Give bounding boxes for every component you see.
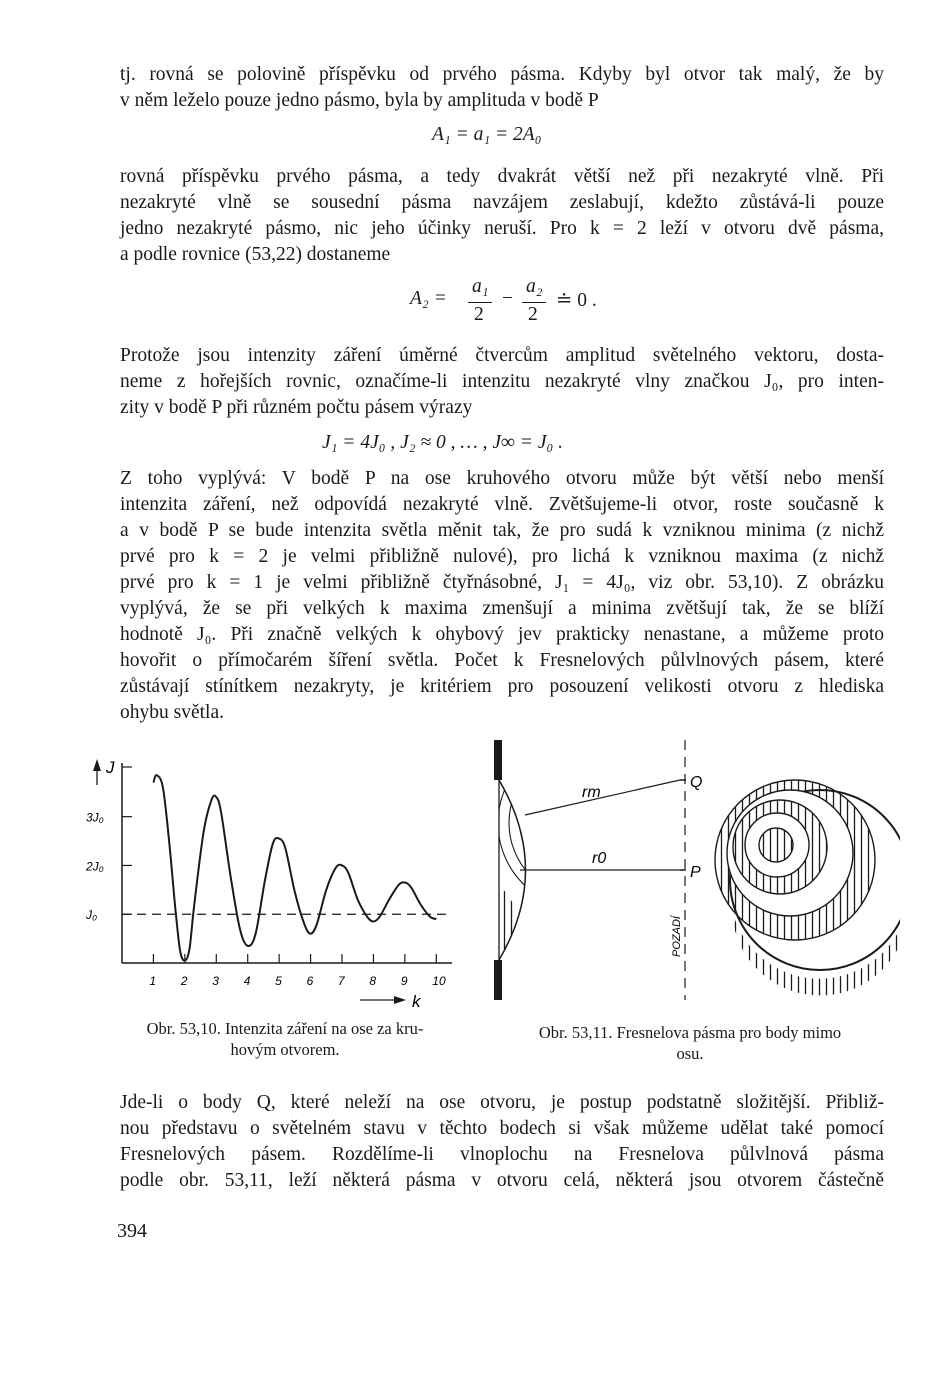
x-axis-label: k (412, 992, 421, 1010)
screen-upper (494, 740, 502, 780)
zone-arcs (489, 735, 679, 960)
eq2-rhs: ≐ 0 . (556, 290, 597, 311)
label-pozadi: POZADÍ (671, 916, 683, 957)
caption-fig-53-11 (490, 1022, 890, 1064)
x-tick-label: 1 (149, 974, 157, 988)
text-line: v něm leželo pouze jedno pásmo, byla by amplituda v bodě P (120, 90, 599, 111)
text-line: nezakryté vlně se sousední pásma navzájem zeslabují, kdežto zůstává-li pouze (120, 192, 884, 213)
intensity-curve (153, 775, 436, 961)
paragraph-1 (120, 62, 884, 114)
eq2-fraction-bar-2 (522, 302, 546, 303)
text-line: zůstávají stínítkem nezakryty, je kritériem pro posouzení velikosti otvoru z hlediska (120, 676, 884, 697)
x-tick-label: 6 (306, 974, 314, 988)
text-line: hodnotě J₀. Při značně velkých k ohybový jev prakticky nenastane, a můžeme proto (120, 624, 884, 645)
text-line: jedno nezakryté pásmo, nic jeho účinky neruší. Pro k = 2 leží v otvoru dvě pásma, (120, 218, 884, 239)
caption-line: osu. (676, 1044, 704, 1063)
page-number: 394 (117, 1220, 147, 1242)
y-tick-label: J₀ (86, 908, 98, 923)
text-line: Fresnelových pásem. Rozdělíme-li vlnoplochu na Fresnelova půlvlnová pásma (120, 1144, 884, 1165)
y-axis-label: J (106, 758, 115, 777)
y-tick-label: 3J₀ (86, 810, 104, 825)
x-tick-label: 9 (400, 974, 408, 988)
caption-line: Obr. 53,11. Fresnelova pásma pro body mimo (538, 1023, 842, 1042)
x-tick-label: 2 (180, 974, 188, 988)
caption-fig-53-10 (110, 1018, 460, 1060)
text-line: neme z hořejších rovnic, označíme-li intenzitu nezakryté vlny značkou J₀, pro inten- (120, 371, 884, 392)
paragraph-3 (120, 343, 884, 421)
paragraph-5 (120, 1090, 884, 1194)
x-ticks (149, 954, 446, 988)
text-line: a podle rovnice (53,22) dostaneme (120, 244, 391, 265)
eq2-minus: − (502, 288, 513, 309)
text-line: Jde-li o body Q, které neleží na ose otvoru, je postup podstatně složitější. Přibliž- (120, 1092, 884, 1113)
label-q: Q (690, 774, 703, 791)
text-line: ohybu světla. (120, 702, 224, 723)
text-line: a v bodě P se bude intenzita světla měnit tak, že pro sudá k vzniknou minima (z nichž (120, 520, 884, 541)
y-ticks (85, 767, 132, 922)
equation-3: J₁ = 4J₀ , J₂ ≈ 0 , … , J∞ = J₀ . (322, 432, 564, 453)
text-line: Z toho vyplývá: V bodě P na ose kruhového otvoru může být větší nebo menší (120, 468, 884, 489)
x-tick-label: 8 (369, 974, 377, 988)
paragraph-4 (120, 466, 884, 726)
eq2-den1: 2 (474, 304, 484, 325)
text-line: intenzita záření, než odpovídá nezakryté vlně. Zvětšujeme-li otvor, roste současně k (120, 494, 884, 515)
y-tick-label: 2J₀ (86, 859, 104, 874)
caption-line: hovým otvorem. (230, 1040, 340, 1059)
equation-2 (410, 276, 610, 332)
text-line: prvé pro k = 1 je velmi přibližně čtyřnásobné, J₁ = 4J₀, viz obr. 53,10). Z obrázku (120, 572, 884, 593)
intensity-chart (80, 745, 460, 1010)
label-p: P (690, 864, 701, 881)
x-arrow-head-icon (394, 996, 406, 1004)
eq2-den2: 2 (528, 304, 538, 325)
ray-rm (525, 780, 680, 815)
text-line: podle obr. 53,11, leží některá pásma v otvoru celá, některá jsou otvorem částečně (120, 1170, 884, 1191)
eq2-num2: a₂ (526, 276, 543, 297)
y-arrow-head-icon (93, 759, 101, 771)
text-line: zity v bodě P při různém počtu pásem výrazy (120, 397, 473, 418)
x-tick-label: 7 (338, 974, 345, 988)
x-tick-label: 10 (432, 974, 446, 988)
fresnel-zones-figure (480, 735, 900, 1005)
text-line: tj. rovná se polovině příspěvku od prvého pásma. Kdyby byl otvor tak malý, že by (120, 64, 884, 85)
text-line: nou představu o světelném stavu v těchto bodech si však můžeme udělat také pomocí (120, 1118, 884, 1139)
x-tick-label: 4 (243, 974, 251, 988)
text-line: vyplývá, že se při velkých k maxima zmenšují a minima zvětšují tak, že se blíží (120, 598, 884, 619)
label-r0: r0 (592, 850, 607, 867)
text-line: hovořit o přímočarém šíření světla. Počet k Fresnelových půlvlnových pásem, které (120, 650, 884, 671)
eq2-num1: a₁ (472, 276, 489, 297)
label-rm: rm (582, 784, 601, 801)
x-tick-label: 3 (212, 974, 219, 988)
text-line: Protože jsou intenzity záření úměrné čtvercům amplitud světelného vektoru, dosta- (120, 345, 884, 366)
equation-1: A₁ = a₁ = 2A₀ (432, 124, 542, 145)
text-line: prvé pro k = 2 je velmi přibližně nulové), pro lichá k vzniknou maxima (z nichž (120, 546, 884, 567)
eq2-fraction-bar-1 (468, 302, 492, 303)
eq2-lhs: A₂ = (410, 288, 447, 309)
screen-lower (494, 960, 502, 1000)
paragraph-2 (120, 164, 884, 268)
zone-center (759, 828, 793, 862)
text-line: rovná příspěvku prvého pásma, a tedy dvakrát větší než při nezakryté vlně. Při (120, 166, 884, 187)
caption-line: Obr. 53,10. Intenzita záření na ose za kru- (146, 1019, 424, 1038)
x-tick-label: 5 (275, 974, 282, 988)
